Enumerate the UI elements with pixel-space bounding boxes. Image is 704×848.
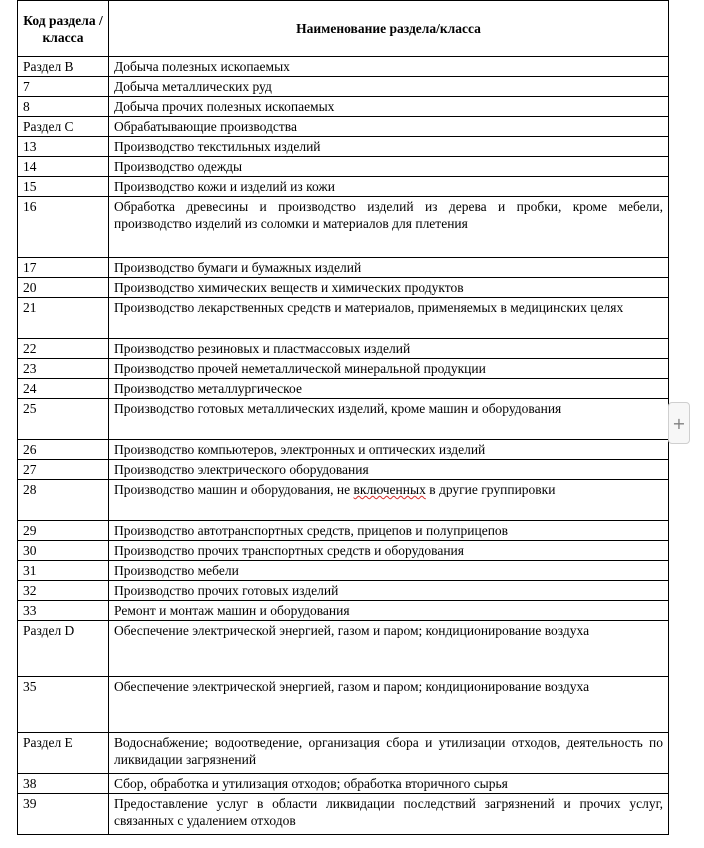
header-name: Наименование раздела/класса bbox=[109, 1, 669, 57]
row-code: 28 bbox=[18, 480, 109, 521]
row-code: 17 bbox=[18, 258, 109, 278]
row-code: 14 bbox=[18, 157, 109, 177]
row-name: Производство прочих готовых изделий bbox=[109, 581, 669, 601]
row-code: 15 bbox=[18, 177, 109, 197]
row-name: Производство бумаги и бумажных изделий bbox=[109, 258, 669, 278]
row-name: Производство лекарственных средств и материалов, применяемых в медицинских целях bbox=[109, 298, 669, 339]
table-row bbox=[18, 541, 669, 561]
row-code: 7 bbox=[18, 77, 109, 97]
row-code: 21 bbox=[18, 298, 109, 339]
table-row bbox=[18, 77, 669, 97]
table-row bbox=[18, 339, 669, 359]
row-name: Производство прочих транспортных средств и оборудования bbox=[109, 541, 669, 561]
table-row bbox=[18, 794, 669, 835]
row-code: 8 bbox=[18, 97, 109, 117]
row-name: Производство кожи и изделий из кожи bbox=[109, 177, 669, 197]
table-row bbox=[18, 774, 669, 794]
add-row-button[interactable] bbox=[668, 402, 690, 444]
table-row bbox=[18, 258, 669, 278]
row-name bbox=[109, 480, 669, 521]
row-name: Производство прочей неметаллической минеральной продукции bbox=[109, 359, 669, 379]
table-row bbox=[18, 379, 669, 399]
table-row bbox=[18, 157, 669, 177]
row-name-part: Производство машин и оборудования, не bbox=[114, 482, 354, 497]
row-name: Производство электрического оборудования bbox=[109, 460, 669, 480]
row-code: 39 bbox=[18, 794, 109, 835]
row-name: Производство металлургическое bbox=[109, 379, 669, 399]
row-name: Производство текстильных изделий bbox=[109, 137, 669, 157]
table-row bbox=[18, 440, 669, 460]
table-row bbox=[18, 460, 669, 480]
table-row bbox=[18, 521, 669, 541]
row-code: 23 bbox=[18, 359, 109, 379]
row-name-part: в другие группировки bbox=[425, 482, 556, 497]
table-row bbox=[18, 601, 669, 621]
row-name: Водоснабжение; водоотведение, организация сбора и утилизации отходов, деятельность по ликвидации загрязнений bbox=[109, 733, 669, 774]
row-name: Обеспечение электрической энергией, газом и паром; кондиционирование воздуха bbox=[109, 621, 669, 677]
row-name: Предоставление услуг в области ликвидации последствий загрязнений и прочих услуг, связанных с удалением отходов bbox=[109, 794, 669, 835]
row-name: Производство готовых металлических изделий, кроме машин и оборудования bbox=[109, 399, 669, 440]
row-name: Обработка древесины и производство изделий из дерева и пробки, кроме мебели, производство изделий из соломки и материалов для плетения bbox=[109, 197, 669, 258]
row-code: Раздел C bbox=[18, 117, 109, 137]
row-code: 31 bbox=[18, 561, 109, 581]
row-name: Ремонт и монтаж машин и оборудования bbox=[109, 601, 669, 621]
row-name: Производство химических веществ и химических продуктов bbox=[109, 278, 669, 298]
row-name: Добыча металлических руд bbox=[109, 77, 669, 97]
table-row bbox=[18, 117, 669, 137]
table-row bbox=[18, 621, 669, 677]
row-name: Добыча прочих полезных ископаемых bbox=[109, 97, 669, 117]
row-code: 16 bbox=[18, 197, 109, 258]
row-name: Производство одежды bbox=[109, 157, 669, 177]
table-row bbox=[18, 581, 669, 601]
table-header-row bbox=[18, 1, 669, 57]
row-code: 30 bbox=[18, 541, 109, 561]
spellcheck-word[interactable]: включенных bbox=[353, 482, 426, 497]
table-row bbox=[18, 298, 669, 339]
table-row bbox=[18, 359, 669, 379]
row-code: 13 bbox=[18, 137, 109, 157]
row-code: 26 bbox=[18, 440, 109, 460]
row-code: 25 bbox=[18, 399, 109, 440]
row-name: Добыча полезных ископаемых bbox=[109, 57, 669, 77]
table-row bbox=[18, 480, 669, 521]
table-row bbox=[18, 561, 669, 581]
row-code: 27 bbox=[18, 460, 109, 480]
row-code: 33 bbox=[18, 601, 109, 621]
table-row bbox=[18, 177, 669, 197]
row-code: 24 bbox=[18, 379, 109, 399]
classification-table bbox=[17, 0, 669, 835]
row-code: 29 bbox=[18, 521, 109, 541]
row-code: 32 bbox=[18, 581, 109, 601]
row-code: Раздел B bbox=[18, 57, 109, 77]
header-code: Код раздела /класса bbox=[18, 1, 109, 57]
row-code: 38 bbox=[18, 774, 109, 794]
table-row bbox=[18, 733, 669, 774]
table-row bbox=[18, 57, 669, 77]
row-code: Раздел D bbox=[18, 621, 109, 677]
table-row bbox=[18, 399, 669, 440]
table-row bbox=[18, 137, 669, 157]
row-name: Сбор, обработка и утилизация отходов; обработка вторичного сырья bbox=[109, 774, 669, 794]
row-code: 22 bbox=[18, 339, 109, 359]
table-row bbox=[18, 97, 669, 117]
row-name: Производство резиновых и пластмассовых изделий bbox=[109, 339, 669, 359]
row-code: Раздел E bbox=[18, 733, 109, 774]
plus-icon: + bbox=[672, 413, 686, 433]
row-name: Производство мебели bbox=[109, 561, 669, 581]
row-name: Производство автотранспортных средств, прицепов и полуприцепов bbox=[109, 521, 669, 541]
table-row bbox=[18, 677, 669, 733]
row-name: Производство компьютеров, электронных и оптических изделий bbox=[109, 440, 669, 460]
row-name: Обрабатывающие производства bbox=[109, 117, 669, 137]
table-row bbox=[18, 197, 669, 258]
row-code: 20 bbox=[18, 278, 109, 298]
row-name: Обеспечение электрической энергией, газом и паром; кондиционирование воздуха bbox=[109, 677, 669, 733]
row-code: 35 bbox=[18, 677, 109, 733]
table-row bbox=[18, 278, 669, 298]
